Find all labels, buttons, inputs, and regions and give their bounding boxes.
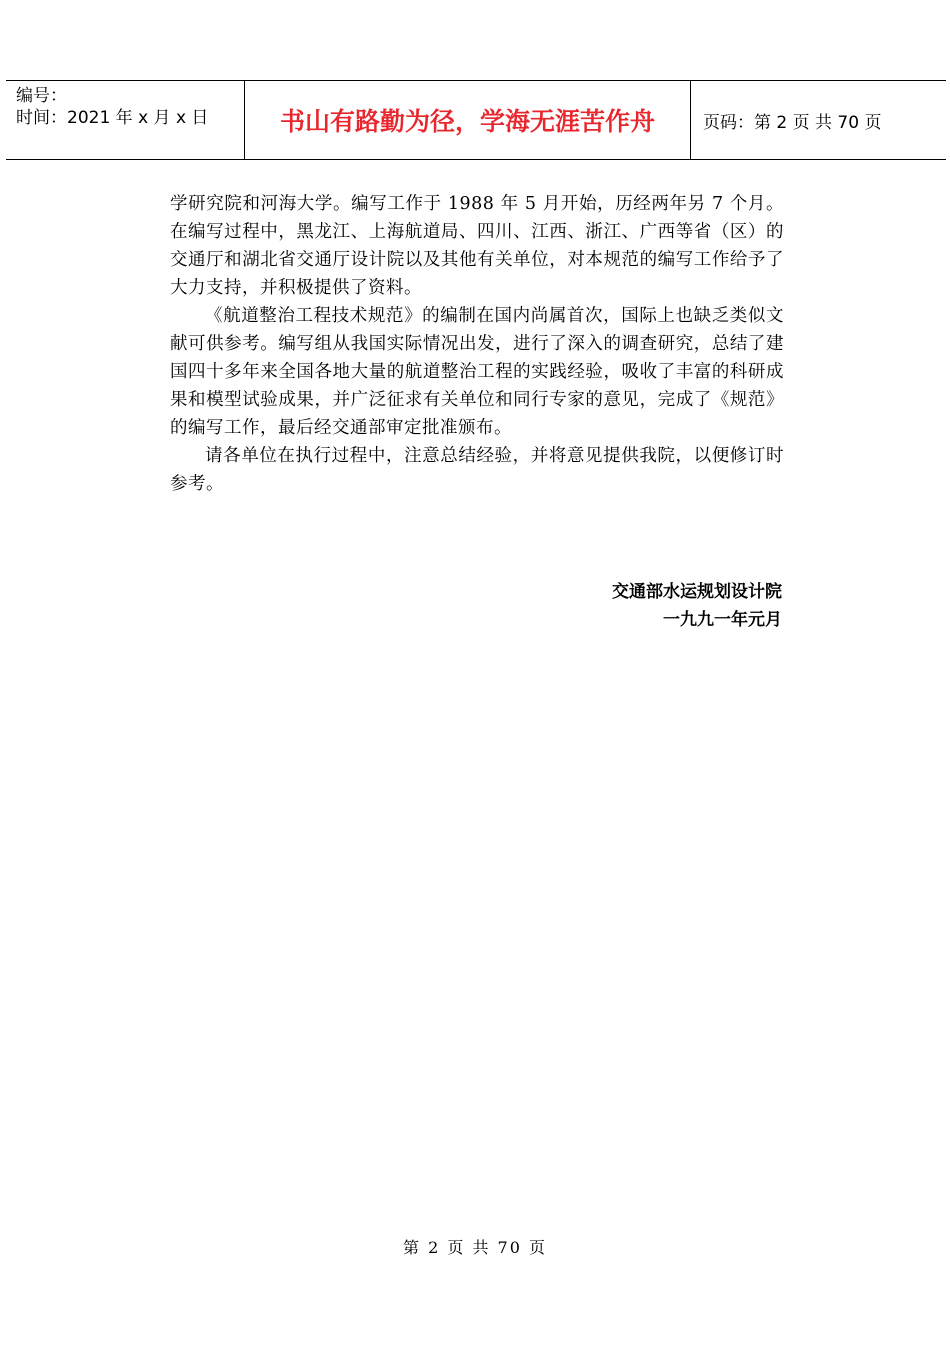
header-page-cell <box>691 81 946 159</box>
header-motto: 书山有路勤为径，学海无涯苦作舟 <box>279 107 655 136</box>
document-time-label: 时间：2021 年 x 月 x 日 <box>16 108 209 128</box>
body-paragraph: 学研究院和河海大学。编写工作于 1988 年 5 月开始，历经两年另 7 个月。在编写过程中，黑龙江、上海航道局、四川、江西、浙江、广西等省（区）的交通厅和湖北省交通厅设计院以及其他有关单位，对本规范的编写工作给予了大力支持，并积极提供了资料。 <box>170 194 784 298</box>
header-page-label: 页码：第 2 页 共 70 页 <box>703 112 882 133</box>
page-footer: 第 2 页 共 70 页 <box>403 1238 547 1257</box>
header-motto-cell <box>245 81 691 159</box>
body-paragraph: 请各单位在执行过程中，注意总结经验，并将意见提供我院，以便修订时参考。 <box>170 446 784 494</box>
header-meta-cell <box>6 81 245 159</box>
body-paragraph: 《航道整治工程技术规范》的编制在国内尚属首次，国际上也缺乏类似文献可供参考。编写组从我国实际情况出发，进行了深入的调查研究，总结了建国四十多年来全国各地大量的航道整治工程的实践经验，吸收了丰富的科研成果和模型试验成果，并广泛征求有关单位和同行专家的意见，完成了《规范》的编写工作，最后经交通部审定批准颁布。 <box>170 306 784 438</box>
signature-block <box>612 578 782 634</box>
signature-organization: 交通部水运规划设计院 <box>612 582 782 602</box>
document-body <box>170 190 784 498</box>
signature-date: 一九九一年元月 <box>663 610 782 630</box>
page-header <box>6 80 946 160</box>
document-number-label: 编号： <box>16 86 67 106</box>
